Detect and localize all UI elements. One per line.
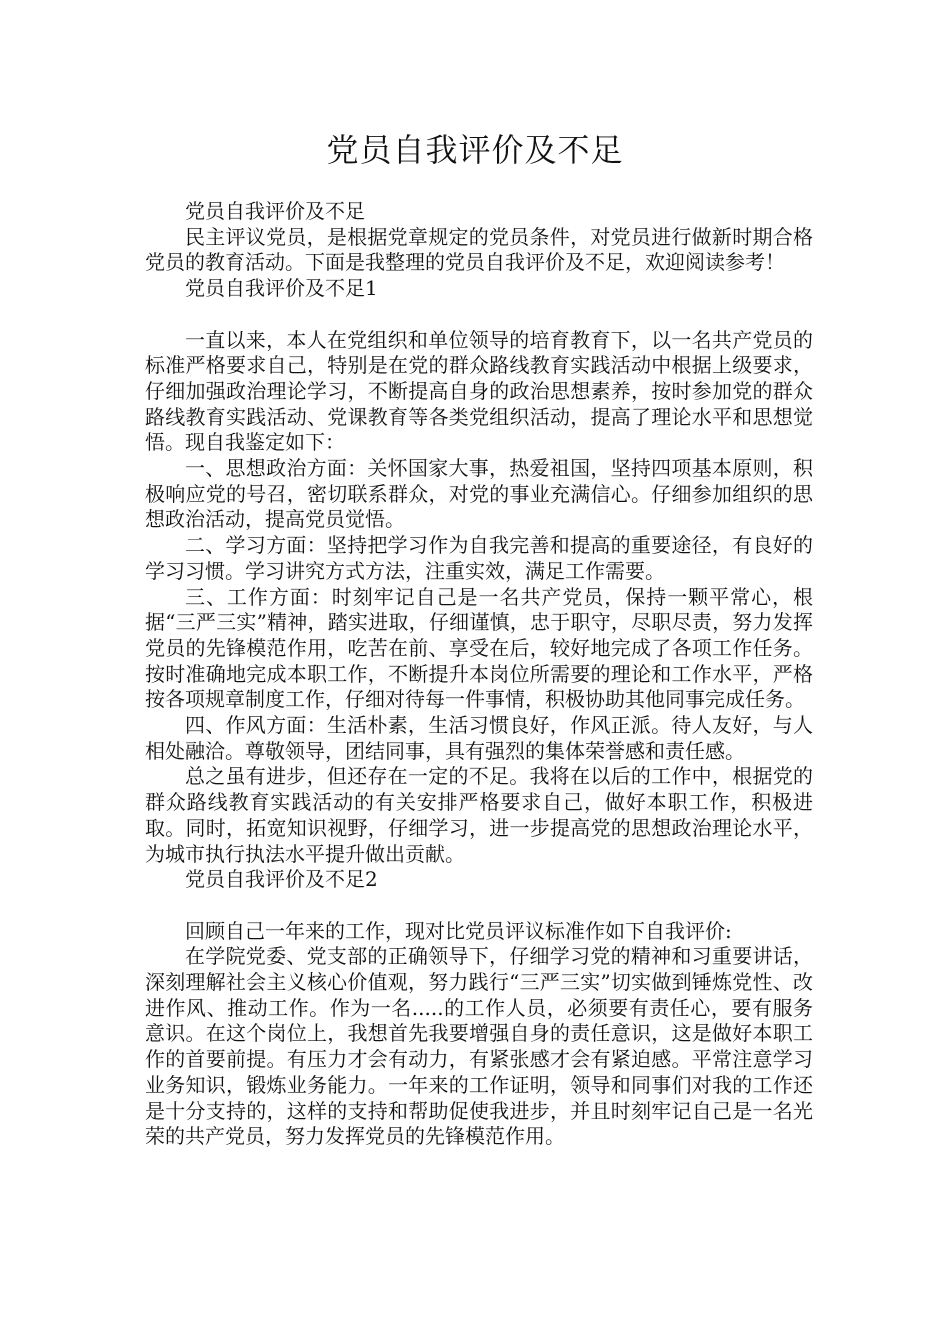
paragraph: 在学院党委、党支部的正确领导下，仔细学习党的精神和习重要讲话，深刻理解社会主义核心价值观，努力践行“三严三实”切实做到锤炼党性、改进作风、推动工作。作为一名.....的工作人员，必须要有责任心，要有服务意识。在这个岗位上，我想首先我要增强自身的责任意识，这是做好本职工作的首要前提。有压力才会有动力，有紧张感才会有紧迫感。平常注意学习业务知识，锻炼业务能力。一年来的工作证明，领导和同事们对我的工作还是十分支持的，这样的支持和帮助促使我进步，并且时刻牢记自己是一名光荣的共产党员，努力发挥党员的先锋模范作用。 xyxy=(145,944,813,1149)
section-heading-1: 党员自我评价及不足1 xyxy=(185,276,378,301)
blank-line xyxy=(145,893,813,919)
document-title: 党员自我评价及不足 xyxy=(326,131,624,169)
paragraph: 一、思想政治方面：关怀国家大事，热爱祖国，坚持四项基本原则，积极响应党的号召，密切联系群众，对党的事业充满信心。仔细参加组织的思想政治活动，提高党员觉悟。 xyxy=(145,456,813,532)
paragraph-intro: 民主评议党员，是根据党章规定的党员条件，对党员进行做新时期合格党员的教育活动。下面是我整理的党员自我评价及不足，欢迎阅读参考！ xyxy=(145,224,813,275)
paragraph: 总之虽有进步，但还存在一定的不足。我将在以后的工作中，根据党的群众路线教育实践活动的有关安排严格要求自己，做好本职工作，积极进取。同时，拓宽知识视野，仔细学习，进一步提高党的思想政治理论水平，为城市执行执法水平提升做出贡献。 xyxy=(145,764,813,866)
paragraph: 三、工作方面：时刻牢记自己是一名共产党员，保持一颗平常心，根据“三严三实”精神，踏实进取，仔细谨慎，忠于职守，尽职尽责，努力发挥党员的先锋模范作用，吃苦在前、享受在后，较好地完成了各项工作任务。按时准确地完成本职工作，不断提升本岗位所需要的理论和工作水平，严格按各项规章制度工作，仔细对待每一件事情，积极协助其他同事完成任务。 xyxy=(145,584,813,712)
blank-line xyxy=(145,302,813,328)
section-heading-2: 党员自我评价及不足2 xyxy=(185,867,378,892)
document-body xyxy=(145,199,813,1150)
paragraph: 二、学习方面：坚持把学习作为自我完善和提高的重要途径，有良好的学习习惯。学习讲究方式方法，注重实效，满足工作需要。 xyxy=(145,533,813,583)
paragraph: 四、作风方面：生活朴素，生活习惯良好，作风正派。待人友好，与人相处融洽。尊敬领导，团结同事，具有强烈的集体荣誉感和责任感。 xyxy=(145,713,813,763)
paragraph: 一直以来，本人在党组织和单位领导的培育教育下，以一名共产党员的标准严格要求自己，特别是在党的群众路线教育实践活动中根据上级要求，仔细加强政治理论学习，不断提高自身的政治思想素养，按时参加党的群众路线教育实践活动、党课教育等各类党组织活动，提高了理论水平和思想觉悟。现自我鉴定如下： xyxy=(145,327,813,455)
paragraph: 回顾自己一年来的工作，现对比党员评议标准作如下自我评价: xyxy=(185,918,732,943)
paragraph-heading: 党员自我评价及不足 xyxy=(185,199,365,223)
